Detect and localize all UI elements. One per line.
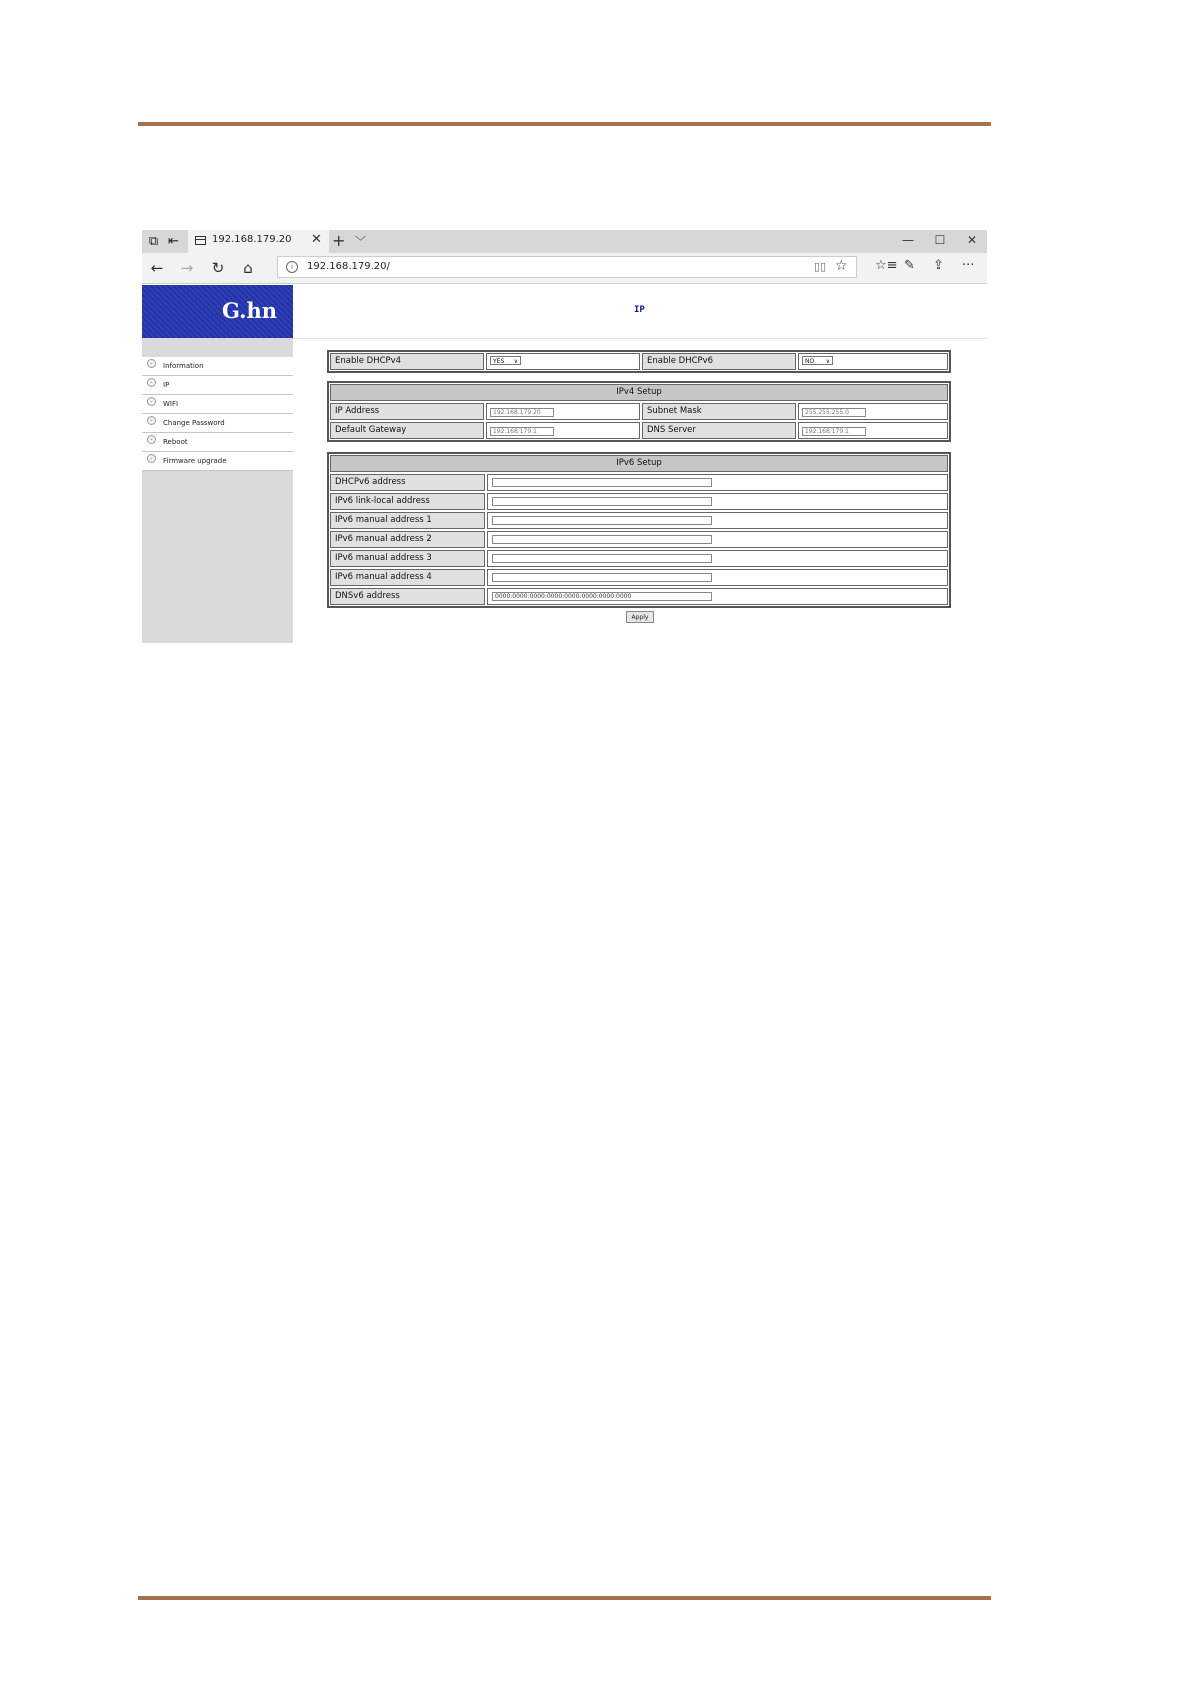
dhcpv6-value: NO	[805, 358, 815, 365]
bullet-icon: ⌄	[147, 359, 156, 368]
dns-server-label: DNS Server	[642, 422, 796, 439]
back-icon[interactable]: ←	[150, 259, 164, 277]
bottom-rule	[138, 1596, 991, 1600]
ipv6-row-cell	[487, 550, 948, 567]
sidebar	[142, 338, 293, 643]
dhcpv6-cell	[798, 353, 948, 370]
dhcpv6-address-input[interactable]	[492, 478, 712, 487]
chevron-down-icon: ∨	[513, 358, 518, 365]
forward-icon[interactable]: →	[180, 259, 194, 277]
web-page	[142, 284, 987, 643]
menu-item-firmware-upgrade[interactable]	[142, 452, 293, 471]
bullet-icon: ⌄	[147, 416, 156, 425]
dhcpv4-select[interactable]	[490, 356, 521, 365]
new-tab-icon[interactable]: +	[332, 231, 346, 250]
menu-label[interactable]: Reboot	[163, 438, 188, 446]
subnet-mask-cell	[798, 403, 948, 420]
dhcpv4-value: YES	[493, 358, 505, 365]
header-divider	[293, 338, 987, 339]
ipv6-row-label: DHCPv6 address	[330, 474, 485, 491]
top-rule	[138, 122, 991, 126]
logo-text: G.hn	[221, 298, 277, 323]
ip-address-input[interactable]: 192.168.179.20	[490, 408, 554, 417]
browser-window	[142, 230, 987, 643]
dhcpv4-cell	[486, 353, 640, 370]
dnsv6-address-input[interactable]: 0000:0000:0000:0000:0000:0000:0000:0000	[492, 592, 712, 601]
menu-label[interactable]: WIFI	[163, 400, 179, 408]
url-input[interactable]	[277, 256, 857, 278]
address-bar-row	[142, 253, 987, 284]
ipv6-row-label: IPv6 manual address 2	[330, 531, 485, 548]
subnet-mask-input[interactable]: 255.255.255.0	[802, 408, 866, 417]
ipv6-row-label: IPv6 manual address 1	[330, 512, 485, 529]
url-text[interactable]: 192.168.179.20/	[307, 261, 390, 272]
close-window-icon[interactable]: ✕	[966, 233, 978, 247]
menu-item-information[interactable]	[142, 357, 293, 376]
menu-item-wifi[interactable]	[142, 395, 293, 414]
home-icon[interactable]: ⌂	[243, 259, 253, 277]
apply-button[interactable]: Apply	[626, 611, 654, 623]
ipv6-header: IPv6 Setup	[330, 455, 948, 472]
dhcpv4-label: Enable DHCPv4	[330, 353, 484, 370]
page-icon	[195, 236, 206, 245]
set-aside-tabs-icon[interactable]: ⇤	[168, 234, 179, 249]
ipv4-table	[327, 381, 951, 442]
page-title: IP	[634, 305, 645, 315]
subnet-mask-label: Subnet Mask	[642, 403, 796, 420]
ipv6-row-label: IPv6 manual address 3	[330, 550, 485, 567]
share-icon[interactable]: ⇪	[933, 258, 944, 273]
ipv4-header: IPv4 Setup	[330, 384, 948, 401]
ipv6-row-label: DNSv6 address	[330, 588, 485, 605]
close-tab-icon[interactable]: ✕	[311, 232, 322, 247]
ipv6-manual-4-input[interactable]	[492, 573, 712, 582]
dns-server-input[interactable]: 192.168.179.1	[802, 427, 866, 436]
chevron-down-icon: ∨	[825, 358, 830, 365]
ipv6-link-local-input[interactable]	[492, 497, 712, 506]
ipv6-row-cell	[487, 531, 948, 548]
pen-icon[interactable]: ✎	[904, 258, 915, 273]
menu-item-reboot[interactable]	[142, 433, 293, 452]
ip-address-label: IP Address	[330, 403, 484, 420]
ipv6-row-label: IPv6 link-local address	[330, 493, 485, 510]
ipv6-manual-1-input[interactable]	[492, 516, 712, 525]
logo	[142, 285, 293, 338]
ipv6-row-cell	[487, 512, 948, 529]
menu-label[interactable]: Change Password	[163, 419, 225, 427]
favorite-star-icon[interactable]: ☆	[835, 258, 848, 274]
menu-item-change-password[interactable]	[142, 414, 293, 433]
menu-label[interactable]: IP	[163, 381, 170, 389]
dhcp-table	[327, 350, 951, 373]
ipv6-row-label: IPv6 manual address 4	[330, 569, 485, 586]
bullet-icon: ⌄	[147, 378, 156, 387]
default-gateway-input[interactable]: 192.168.179.1	[490, 427, 554, 436]
ipv6-manual-3-input[interactable]	[492, 554, 712, 563]
tab-active[interactable]	[188, 230, 329, 253]
tab-title: 192.168.179.20	[212, 234, 292, 245]
default-gateway-cell	[486, 422, 640, 439]
default-gateway-label: Default Gateway	[330, 422, 484, 439]
ipv6-manual-2-input[interactable]	[492, 535, 712, 544]
more-icon[interactable]: ···	[962, 258, 975, 273]
menu-label[interactable]: Firmware upgrade	[163, 457, 227, 465]
chevron-down-icon[interactable]: ﹀	[355, 235, 366, 248]
refresh-icon[interactable]: ↻	[211, 259, 225, 277]
ipv6-row-cell	[487, 569, 948, 586]
menu-item-ip[interactable]	[142, 376, 293, 395]
maximize-icon[interactable]: ☐	[934, 233, 946, 247]
bullet-icon: ⌄	[147, 397, 156, 406]
menu-label[interactable]: Information	[163, 362, 204, 370]
sidebar-menu	[142, 357, 293, 471]
minimize-icon[interactable]: —	[902, 233, 914, 247]
dns-server-cell	[798, 422, 948, 439]
ip-address-cell	[486, 403, 640, 420]
reading-view-icon[interactable]: ▯▯	[814, 260, 827, 273]
tab-actions-icon[interactable]: ⧉	[148, 234, 159, 249]
tab-bar	[142, 230, 987, 253]
info-icon[interactable]: i	[286, 261, 298, 273]
favorites-list-icon[interactable]: ☆≡	[875, 258, 898, 273]
dhcpv6-select[interactable]	[802, 356, 833, 365]
ipv6-row-cell	[487, 588, 948, 605]
bullet-icon: ⌄	[147, 435, 156, 444]
ipv6-table	[327, 452, 951, 608]
ipv6-row-cell	[487, 493, 948, 510]
bullet-icon: ⌄	[147, 454, 156, 463]
ipv6-row-cell	[487, 474, 948, 491]
dhcpv6-label: Enable DHCPv6	[642, 353, 796, 370]
